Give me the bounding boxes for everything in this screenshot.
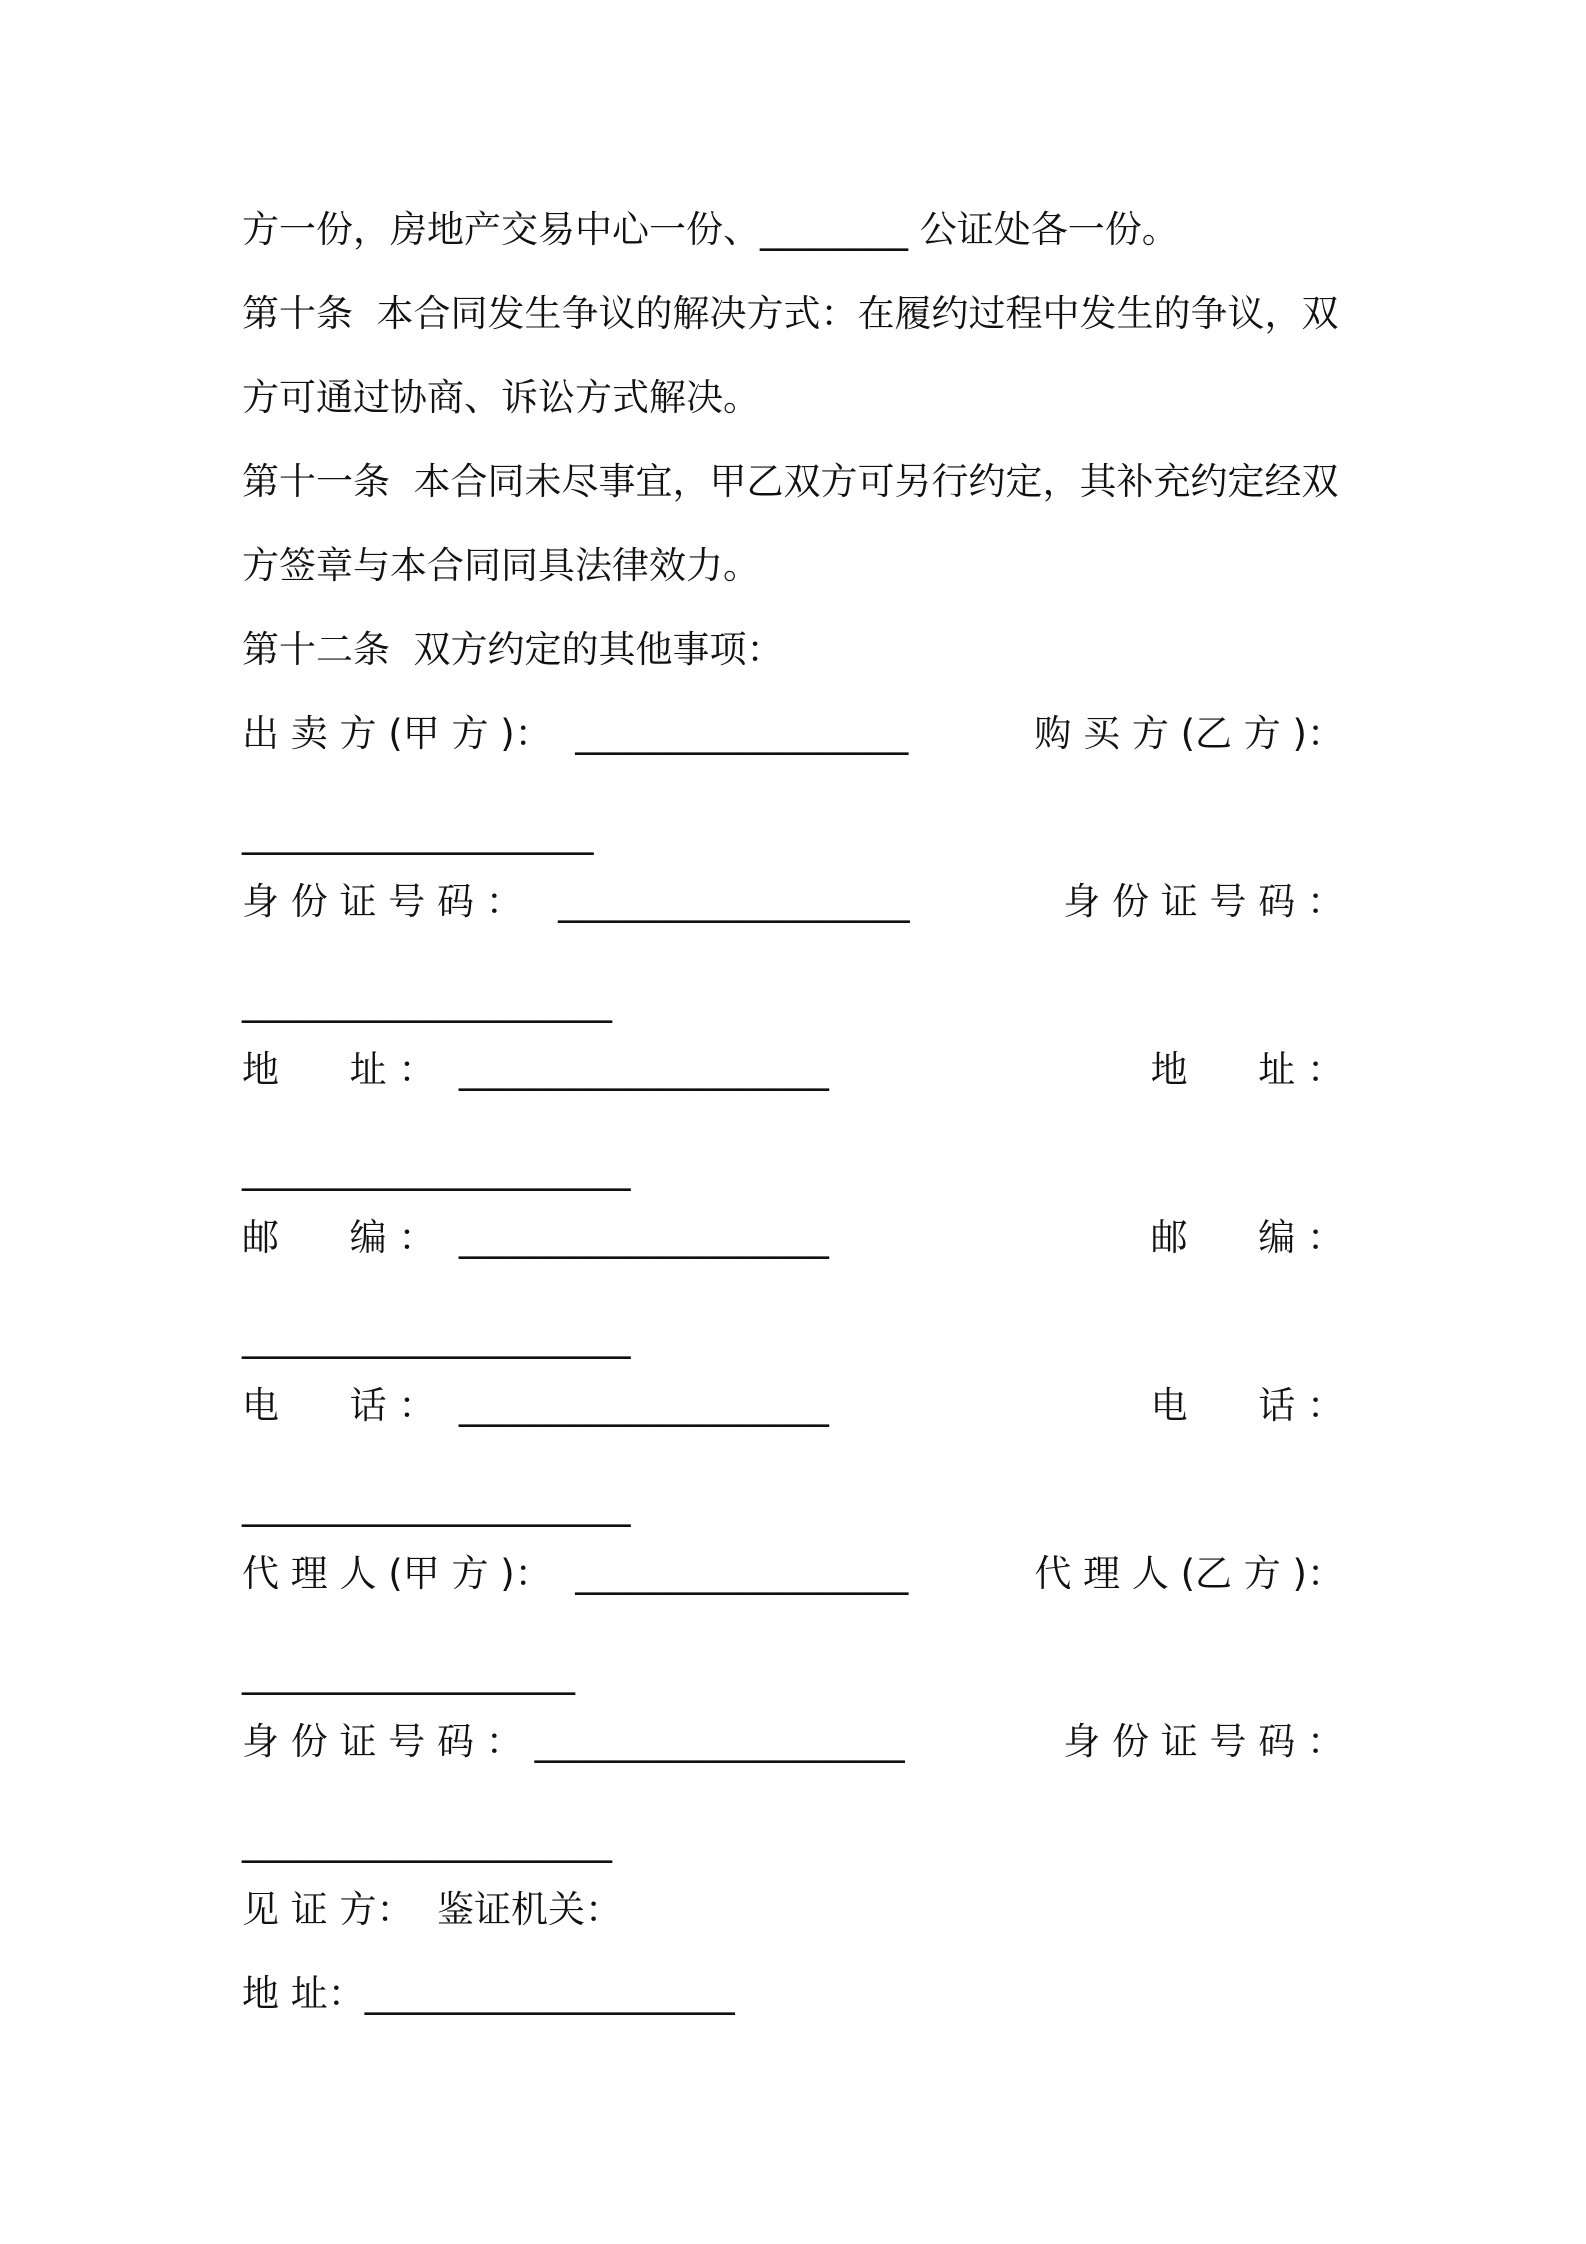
clause-text-line-1: 方一份，房地产交易中心一份、________ 公证处各一份。 [242,208,1179,251]
buyer-phone-blank: _____________________ [242,1484,631,1527]
clause-10-line-1: 第十条 本合同发生争议的解决方式：在履约过程中发生的争议，双 [242,292,1339,335]
buyer-id-label: 身 份 证 号 码 ： [1063,880,1344,923]
seller-label: 出 卖 方 (甲 方 )： __________________ [242,712,909,755]
witness-label: 见 证 方： 鉴证机关： [242,1888,623,1931]
buyer-phone-label: 电 话 ： [1150,1384,1344,1427]
buyer-postcode-blank: _____________________ [242,1316,631,1359]
buyer-agent-id-label: 身 份 证 号 码 ： [1063,1720,1344,1763]
clause-11-line-1: 第十一条 本合同未尽事宜，甲乙双方可另行约定，其补充约定经双 [242,460,1339,503]
buyer-address-blank: _____________________ [242,1148,631,1191]
seller-agent-id-label: 身 份 证 号 码 ： ____________________ [242,1720,905,1763]
seller-id-label: 身 份 证 号 码 ： ___________________ [242,880,910,923]
clause-12-heading: 第十二条 双方约定的其他事项： [242,628,784,671]
buyer-id-blank: ____________________ [242,980,612,1023]
buyer-address-label: 地 址 ： [1150,1048,1344,1091]
seller-phone-label: 电 话 ： ____________________ [242,1384,829,1427]
buyer-postcode-label: 邮 编 ： [1150,1216,1344,1259]
buyer-label: 购 买 方 (乙 方 )： [1034,712,1344,755]
seller-agent-label: 代 理 人 (甲 方 )： __________________ [242,1552,909,1595]
clause-11-line-2: 方签章与本合同同具法律效力。 [242,544,760,587]
witness-address: 地 址：____________________ [242,1972,735,2015]
buyer-blank: ___________________ [242,812,594,855]
seller-postcode-label: 邮 编 ： ____________________ [242,1216,829,1259]
buyer-agent-blank: __________________ [242,1652,575,1695]
clause-10-line-2: 方可通过协商、诉讼方式解决。 [242,376,760,419]
seller-address-label: 地 址 ： ____________________ [242,1048,829,1091]
buyer-agent-label: 代 理 人 (乙 方 )： [1034,1552,1344,1595]
buyer-agent-id-blank: ____________________ [242,1820,612,1863]
